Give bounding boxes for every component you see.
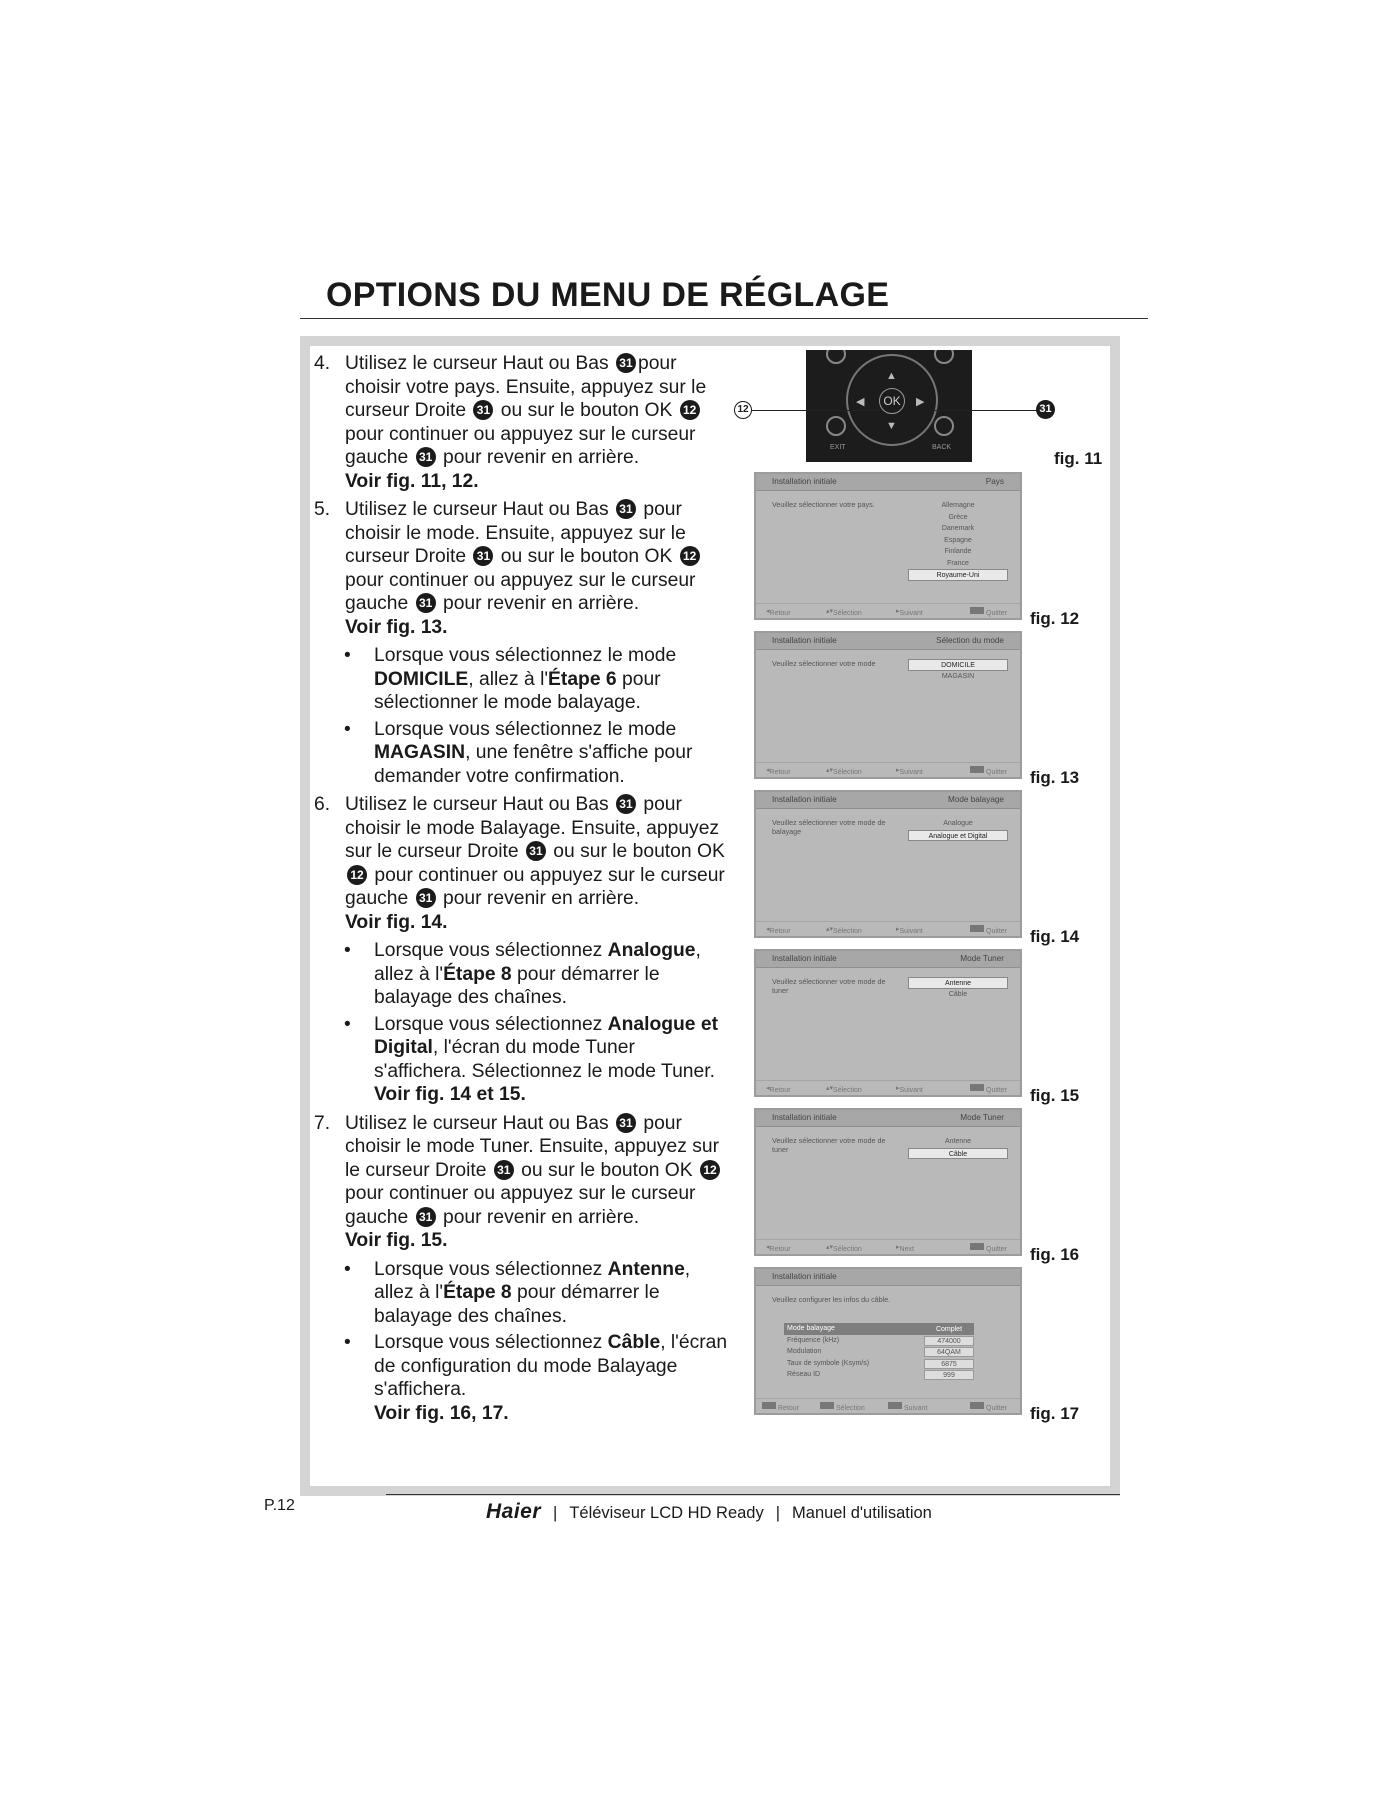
callout-line bbox=[752, 410, 878, 411]
figure-reference: Voir fig. 14. bbox=[345, 911, 448, 933]
option-item: MAGASIN bbox=[941, 672, 975, 680]
step-7: 7. Utilisez le curseur Haut ou Bas 31 pour choisir le mode Tuner. Ensuite, appuyez sur le curseur Droite 31 ou sur le bouton OK 12 pour continuer ou appuyez sur le curseur gauche 31 pour revenir en arrière. Voir fig. 15. bbox=[314, 1112, 732, 1253]
list-item: • Lorsque vous sélectionnez le mode MAGASIN, une fenêtre s'affiche pour demander votre confirmation. bbox=[344, 718, 693, 787]
option-list bbox=[908, 659, 1008, 682]
cursor-badge: 31 bbox=[473, 400, 493, 420]
back-label: BACK bbox=[932, 444, 952, 451]
step-7-notes bbox=[314, 1258, 732, 1426]
list-item: • Lorsque vous sélectionnez Câble, l'écran de configuration du mode Balayage s'affichera. Voir fig. 16, 17. bbox=[314, 1331, 732, 1425]
down-arrow-icon: ▼ bbox=[886, 420, 897, 432]
manual-name: Manuel d'utilisation bbox=[792, 1504, 932, 1522]
table-row: Mode balayage Complet bbox=[784, 1323, 974, 1335]
product-name: Téléviseur LCD HD Ready bbox=[569, 1504, 764, 1522]
fig-11-label: fig. 11 bbox=[1054, 449, 1103, 468]
screen-fig-12: Installation initiale Pays Veuillez sélectionner votre pays. Allemagne Grèce Danemark Espagne Finlande France Royaume-Uni ◂ Retour ▴▾ Sélection ▸ Suivant Quitter bbox=[754, 472, 1022, 620]
selected-option: Câble bbox=[908, 1148, 1008, 1160]
page-footer: Haier | Téléviseur LCD HD Ready | Manuel d'utilisation bbox=[486, 1500, 932, 1523]
ok-badge: 12 bbox=[700, 1160, 720, 1180]
remote-button bbox=[934, 416, 954, 436]
fig-15-label: fig. 15 bbox=[1030, 1086, 1080, 1105]
table-row: Fréquence (kHz) 474000 bbox=[784, 1335, 974, 1347]
screen-footer: ◂ Retour ▴▾ Sélection ▸ Suivant Quitter bbox=[756, 921, 1020, 936]
fig-17-label: fig. 17 bbox=[1030, 1404, 1080, 1423]
option-list bbox=[908, 1136, 1008, 1159]
selected-option: Antenne bbox=[908, 977, 1008, 989]
figure-reference: Voir fig. 16, 17. bbox=[374, 1402, 509, 1424]
step-5: 5. Utilisez le curseur Haut ou Bas 31 pour choisir le mode. Ensuite, appuyez sur le curseur Droite 31 ou sur le bouton OK 12 pour continuer ou appuyez sur le curseur gauche 31 pour revenir en arrière. Voir fig. 13. bbox=[314, 498, 732, 639]
screen-footer: ◂ Retour ▴▾ Sélection ▸ Suivant Quitter bbox=[756, 762, 1020, 777]
ok-callout-badge: 12 bbox=[734, 401, 752, 419]
option-item: Danemark bbox=[941, 525, 975, 532]
figure-reference: Voir fig. 15. bbox=[345, 1230, 448, 1251]
option-item: Câble bbox=[948, 990, 968, 998]
screen-fig-16: Installation initiale Mode Tuner Veuillez sélectionner votre mode de tuner Antenne Câble ◂ Retour ▴▾ Sélection ▸ Next Quitter bbox=[754, 1108, 1022, 1256]
table-row: Taux de symbole (Ksym/s) 6875 bbox=[784, 1358, 974, 1370]
ok-button: OK bbox=[879, 388, 905, 414]
selected-option: DOMICILE bbox=[908, 659, 1008, 671]
left-arrow-icon: ◀ bbox=[856, 396, 865, 408]
selected-option: Analogue et Digital bbox=[908, 830, 1008, 842]
instructions bbox=[314, 352, 732, 1430]
page-number: P.12 bbox=[264, 1497, 295, 1514]
screen-footer: Retour Sélection Suivant Quitter bbox=[756, 1398, 1020, 1413]
screen-footer: ◂ Retour ▴▾ Sélection ▸ Suivant Quitter bbox=[756, 1080, 1020, 1095]
remote-button bbox=[826, 416, 846, 436]
step-6: 6. Utilisez le curseur Haut ou Bas 31 pour choisir le mode Balayage. Ensuite, appuyez sur le curseur Droite 31 ou sur le bouton OK 12 pour continuer ou appuyez sur le curseur gauche 31 pour revenir en arrière. Voir fig. 14. bbox=[314, 793, 732, 934]
cursor-badge: 31 bbox=[494, 1160, 514, 1180]
cursor-badge: 31 bbox=[473, 546, 493, 566]
cursor-badge: 31 bbox=[616, 794, 636, 814]
title-divider bbox=[300, 318, 1148, 319]
cursor-badge: 31 bbox=[416, 593, 436, 613]
ok-badge: 12 bbox=[680, 400, 700, 420]
step-6-notes bbox=[314, 939, 732, 1107]
cursor-badge: 31 bbox=[616, 353, 636, 373]
option-item: Allemagne bbox=[941, 502, 975, 509]
step-4: 4. Utilisez le curseur Haut ou Bas 31 pour choisir votre pays. Ensuite, appuyez sur le curseur Droite 31 ou sur le bouton OK 12 pour continuer ou appuyez sur le curseur gauche 31 pour revenir en arrière. Voir fig. 11, 12. bbox=[314, 352, 732, 493]
option-list bbox=[908, 500, 1008, 581]
table-row: Modulation 64QAM bbox=[784, 1346, 974, 1358]
list-item: • Lorsque vous sélectionnez Analogue, allez à l'Étape 8 pour démarrer le balayage des chaînes. bbox=[344, 940, 701, 1008]
page-title: OPTIONS DU MENU DE RÉGLAGE bbox=[326, 276, 890, 314]
option-list bbox=[908, 818, 1008, 841]
list-item: • Lorsque vous sélectionnez le mode DOMICILE, allez à l'Étape 6 pour sélectionner le mode balayage. bbox=[344, 645, 677, 713]
remote-button bbox=[934, 350, 954, 364]
screen-fig-13: Installation initiale Sélection du mode Veuillez sélectionner votre mode DOMICILE MAGASIN ◂ Retour ▴▾ Sélection ▸ Suivant Quitter bbox=[754, 631, 1022, 779]
option-item: France bbox=[947, 559, 969, 567]
callout-line bbox=[935, 410, 1037, 411]
cursor-badge: 31 bbox=[526, 841, 546, 861]
figure-reference: Voir fig. 14 et 15. bbox=[374, 1084, 526, 1105]
option-item: Analogue bbox=[943, 820, 973, 827]
screen-footer: ◂ Retour ▴▾ Sélection ▸ Suivant Quitter bbox=[756, 603, 1020, 618]
list-item: • Lorsque vous sélectionnez Antenne, allez à l'Étape 8 pour démarrer le balayage des chaînes. bbox=[344, 1258, 691, 1327]
screen-fig-17: Installation initiale Veuillez configurer les infos du câble. Mode balayage Complet Fréquence (kHz) 474000 Modulation 64QAM Taux de symbole (Ksym/s) 6875 Réseau ID 999 Retour Sélection Suivant Quitter bbox=[754, 1267, 1022, 1415]
cursor-badge: 31 bbox=[616, 1113, 636, 1133]
cursor-badge: 31 bbox=[616, 499, 636, 519]
fig-14-label: fig. 14 bbox=[1030, 927, 1080, 946]
cursor-badge: 31 bbox=[416, 447, 436, 467]
screen-fig-14: Installation initiale Mode balayage Veuillez sélectionner votre mode de balayage Analogue Analogue et Digital ◂ Retour ▴▾ Sélection ▸ Suivant Quitter bbox=[754, 790, 1022, 938]
option-list bbox=[908, 977, 1008, 1000]
cursor-badge: 31 bbox=[416, 1207, 436, 1227]
remote-button bbox=[826, 350, 846, 364]
list-item: • Lorsque vous sélectionnez Analogue et Digital, l'écran du mode Tuner s'affichera. Sélectionnez le mode Tuner. Voir fig. 14 et 15. bbox=[314, 1013, 732, 1107]
table-row: Réseau ID 999 bbox=[784, 1369, 974, 1381]
right-arrow-icon: ▶ bbox=[916, 396, 925, 408]
cable-config-table bbox=[784, 1323, 974, 1381]
figure-reference: Voir fig. 11, 12. bbox=[345, 470, 479, 492]
fig-13-label: fig. 13 bbox=[1030, 768, 1080, 787]
exit-label: EXIT bbox=[830, 444, 846, 451]
step-5-notes bbox=[314, 644, 732, 788]
screen-footer: ◂ Retour ▴▾ Sélection ▸ Next Quitter bbox=[756, 1239, 1020, 1254]
fig-16-label: fig. 16 bbox=[1030, 1245, 1080, 1264]
cursor-badge: 31 bbox=[416, 888, 436, 908]
brand-logo: Haier bbox=[486, 1500, 542, 1523]
ok-badge: 12 bbox=[680, 546, 700, 566]
option-item: Grèce bbox=[948, 513, 968, 521]
fig-12-label: fig. 12 bbox=[1030, 609, 1080, 628]
option-item: Finlande bbox=[944, 548, 972, 555]
selected-option: Royaume-Uni bbox=[908, 569, 1008, 581]
cursor-callout-badge: 31 bbox=[1036, 400, 1055, 419]
option-item: Antenne bbox=[944, 1138, 972, 1145]
figure-reference: Voir fig. 13. bbox=[345, 616, 448, 638]
footer-divider bbox=[386, 1494, 1120, 1495]
option-item: Espagne bbox=[944, 536, 972, 544]
remote-control-image bbox=[806, 350, 972, 462]
ok-badge: 12 bbox=[347, 865, 367, 885]
screen-fig-15: Installation initiale Mode Tuner Veuillez sélectionner votre mode de tuner Antenne Câble ◂ Retour ▴▾ Sélection ▸ Suivant Quitter bbox=[754, 949, 1022, 1097]
up-arrow-icon: ▲ bbox=[886, 370, 897, 382]
